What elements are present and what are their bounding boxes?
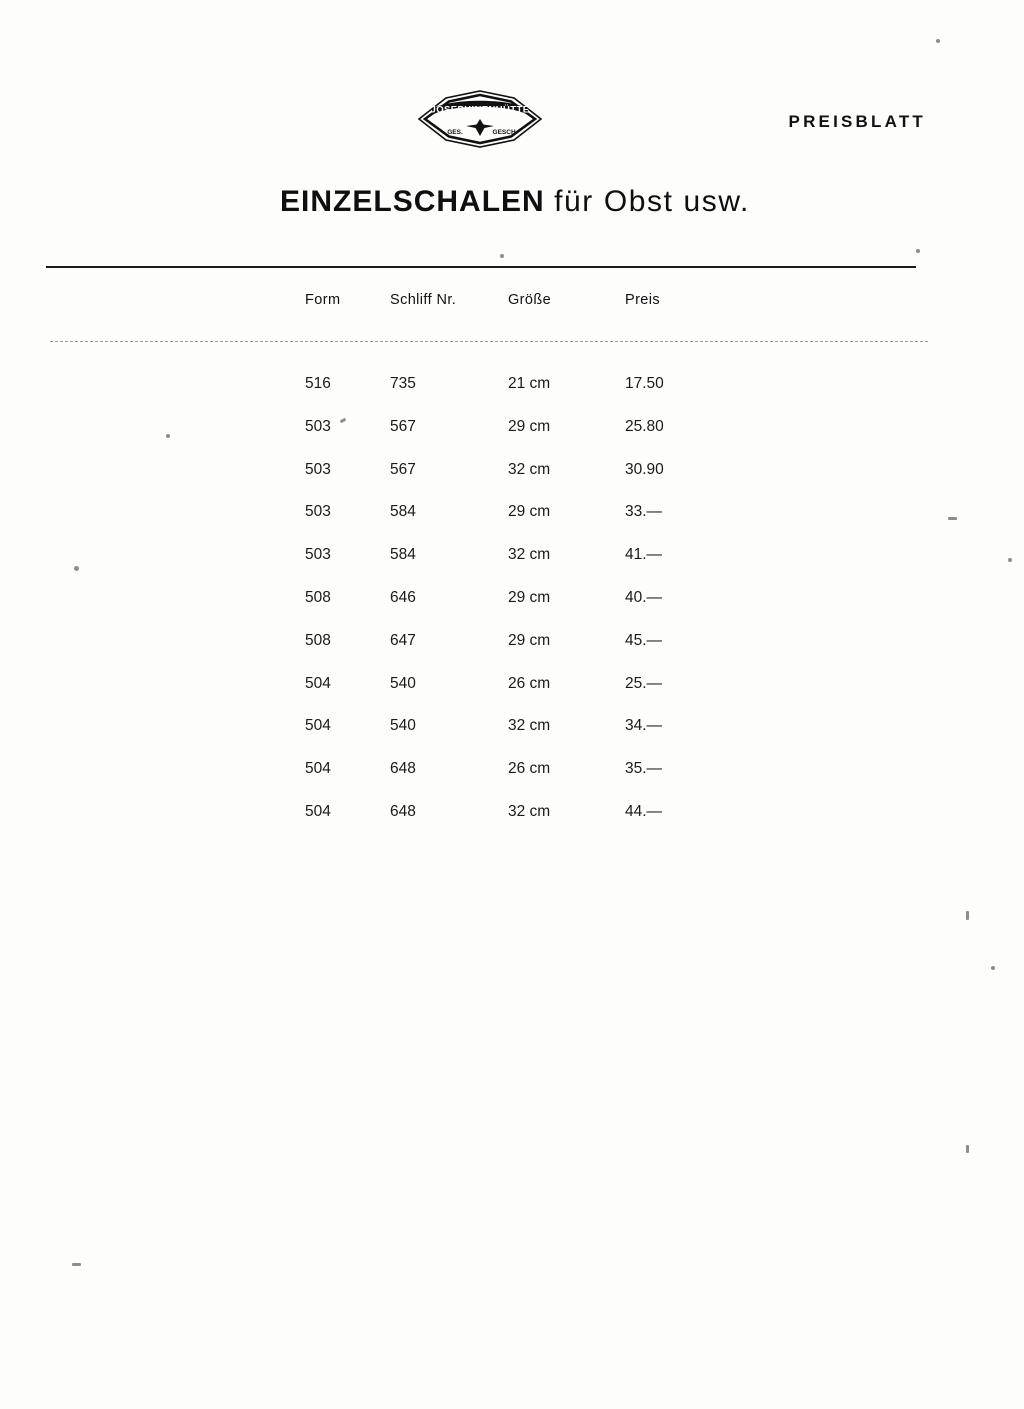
scan-speck: [966, 911, 969, 920]
column-header-groesse: Größe: [508, 292, 552, 308]
cell-schliff: 647: [390, 631, 416, 649]
cell-preis: 33.—: [625, 503, 663, 521]
table-row: [0, 503, 1024, 546]
scan-speck: [166, 434, 170, 438]
scan-speck: [966, 1145, 969, 1153]
svg-text:GESCH.: GESCH.: [492, 129, 518, 136]
cell-groesse: 29 cm: [508, 588, 551, 606]
cell-schliff: 648: [390, 802, 416, 820]
cell-preis: 44.—: [625, 802, 663, 820]
svg-text:JOSEPHINENHÜTTE: JOSEPHINENHÜTTE: [430, 104, 530, 116]
scan-speck: [1008, 558, 1012, 562]
cell-form: 504: [305, 760, 331, 778]
table-row: [0, 375, 1024, 418]
scan-speck: [936, 39, 940, 43]
scan-speck: [948, 517, 957, 520]
price-table-header: [0, 292, 1024, 341]
price-table-body: [0, 375, 1024, 846]
cell-schliff: 567: [390, 417, 416, 435]
cell-preis: 34.—: [625, 717, 663, 735]
cell-form: 516: [305, 375, 331, 392]
scan-speck: [916, 249, 920, 253]
page-title: [0, 185, 1024, 219]
josephinenhuette-logo: [410, 88, 550, 150]
column-header-preis: Preis: [625, 292, 661, 308]
scan-speck: [74, 566, 79, 571]
cell-groesse: 21 cm: [508, 375, 551, 392]
cell-schliff: 648: [390, 760, 416, 778]
cell-preis: 30.90: [625, 460, 664, 478]
cell-preis: 17.50: [625, 375, 664, 392]
cell-form: 503: [305, 503, 331, 521]
column-header-schliff: Schliff Nr.: [390, 292, 457, 308]
page-title-strong: EINZELSCHALEN: [280, 185, 545, 218]
cell-preis: 45.—: [625, 631, 663, 649]
table-row: [0, 717, 1024, 760]
sheet-kind-label: PREISBLATT: [788, 112, 926, 131]
cell-form: 503: [305, 460, 331, 478]
cell-schliff: 584: [390, 503, 416, 521]
cell-form: 504: [305, 717, 331, 735]
cell-form: 508: [305, 588, 331, 606]
table-row: [0, 589, 1024, 632]
cell-schliff: 540: [390, 674, 416, 692]
table-row: [0, 632, 1024, 675]
cell-groesse: 32 cm: [508, 546, 551, 564]
cell-groesse: 32 cm: [508, 802, 551, 820]
cell-schliff: 540: [390, 717, 416, 735]
table-row: [0, 675, 1024, 718]
cell-groesse: 32 cm: [508, 460, 551, 478]
cell-form: 504: [305, 802, 331, 820]
cell-groesse: 29 cm: [508, 631, 551, 649]
cell-groesse: 26 cm: [508, 760, 551, 778]
column-header-form: Form: [305, 292, 341, 308]
cell-form: 503: [305, 546, 331, 564]
column-header-rule: [50, 341, 928, 342]
table-header-row: [0, 292, 1024, 341]
table-row: [0, 803, 1024, 846]
cell-form: 508: [305, 631, 331, 649]
cell-preis: 40.—: [625, 588, 663, 606]
cell-groesse: 32 cm: [508, 717, 551, 735]
cell-schliff: 646: [390, 588, 416, 606]
table-row: [0, 546, 1024, 589]
cell-preis: 35.—: [625, 760, 663, 778]
table-row: [0, 418, 1024, 461]
page-title-rest: für Obst usw.: [554, 185, 750, 218]
document-header: [0, 88, 1024, 158]
cell-preis: 41.—: [625, 546, 663, 564]
cell-schliff: 735: [390, 375, 416, 392]
svg-text:GES.: GES.: [447, 129, 463, 136]
scan-speck: [991, 966, 995, 970]
table-row: [0, 461, 1024, 504]
header-rule: [46, 266, 916, 268]
cell-form: 504: [305, 674, 331, 692]
cell-groesse: 29 cm: [508, 503, 551, 521]
cell-groesse: 29 cm: [508, 417, 551, 435]
scan-speck: [72, 1263, 81, 1266]
cell-preis: 25.80: [625, 417, 664, 435]
cell-form: 503: [305, 417, 331, 435]
scan-speck: [500, 254, 504, 258]
table-row: [0, 760, 1024, 803]
cell-schliff: 567: [390, 460, 416, 478]
cell-schliff: 584: [390, 546, 416, 564]
cell-preis: 25.—: [625, 674, 663, 692]
cell-groesse: 26 cm: [508, 674, 551, 692]
